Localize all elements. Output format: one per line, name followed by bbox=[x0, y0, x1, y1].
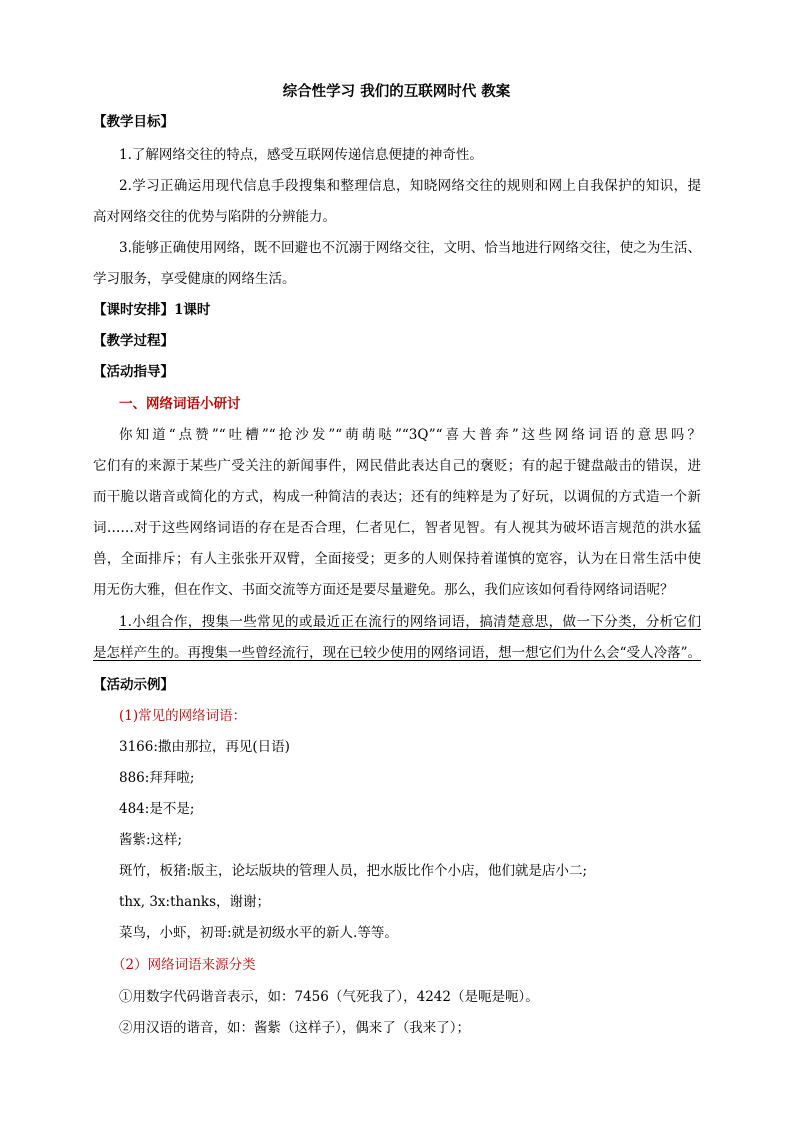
paragraph-line-6: 用无伤大雅，但在作文、书面交流等方面还是要尽量避免。那么，我们应该如何看待网络词语呢？ bbox=[93, 582, 674, 598]
goal-item-3-line-2: 学习服务，享受健康的网络生活。 bbox=[93, 271, 296, 287]
paragraph-line-5: 兽，全面排斥；有人主张张开双臂，全面接受；更多的人则保持着谨慎的宽容，认为在日常生活中使 bbox=[93, 551, 701, 567]
word-entry: 菜鸟，小虾，初哥:就是初级水平的新人.等等。 bbox=[119, 925, 398, 941]
section-heading-process: 【教学过程】 bbox=[93, 333, 174, 349]
section-heading-goals: 【教学目标】 bbox=[93, 114, 174, 130]
subsection-heading-vocab: 一、网络词语小研讨 bbox=[119, 396, 241, 412]
source-item-2: ②用汉语的谐音，如：酱紫（这样子），偶来了（我来了）； bbox=[119, 1020, 470, 1036]
goal-item-2-line-1: 2.学习正确运用现代信息手段搜集和整理信息，知晓网络交往的规则和网上自我保护的知识，提 bbox=[119, 178, 701, 194]
paragraph-line-2: 它们有的来源于某些广受关注的新闻事件，网民借此表达自己的褒贬；有的起于键盘敲击的错误，进 bbox=[93, 458, 701, 474]
paragraph-line-3: 而干脆以谐音或简化的方式，构成一种简洁的表达；还有的纯粹是为了好玩，以调侃的方式造一个新 bbox=[93, 489, 701, 505]
source-item-1: ①用数字代码谐音表示，如：7456（气死我了），4242（是呃是呃）。 bbox=[119, 989, 539, 1005]
word-entry: 3166:撒由那拉，再见(日语) bbox=[119, 739, 290, 755]
task-instruction-line-1: 1.小组合作，搜集一些常见的或最近正在流行的网络词语，搞清楚意思，做一下分类，分析它们 bbox=[119, 614, 701, 630]
section-heading-schedule: 【课时安排】1课时 bbox=[93, 302, 211, 318]
word-entry: 886:拜拜啦; bbox=[119, 770, 195, 786]
goal-item-3-line-1: 3.能够正确使用网络，既不回避也不沉溺于网络交往，文明、恰当地进行网络交往，使之为生活、 bbox=[119, 240, 701, 256]
common-words-heading: (1)常见的网络词语： bbox=[119, 708, 247, 724]
word-entry: 斑竹，板猪:版主，论坛版块的管理人员，把水版比作个小店，他们就是店小二; bbox=[119, 863, 588, 879]
goal-item-2-line-2: 高对网络交往的优势与陷阱的分辨能力。 bbox=[93, 209, 336, 225]
section-heading-guide: 【活动指导】 bbox=[93, 364, 174, 380]
goal-item-1: 1.了解网络交往的特点，感受互联网传递信息便捷的神奇性。 bbox=[119, 147, 483, 163]
document-title: 综合性学习 我们的互联网时代 教案 bbox=[282, 83, 511, 100]
task-instruction-line-2: 是怎样产生的。再搜集一些曾经流行，现在已较少使用的网络词语，想一想它们为什么会“受人冷落”。 bbox=[93, 645, 701, 661]
paragraph-line-4: 词……对于这些网络词语的存在是否合理，仁者见仁，智者见智。有人视其为破坏语言规范的洪水猛 bbox=[93, 520, 701, 536]
word-entry: 酱紫:这样; bbox=[119, 832, 183, 848]
word-entry: thx, 3x:thanks，谢谢； bbox=[119, 894, 271, 910]
word-entry: 484:是不是; bbox=[119, 801, 195, 817]
source-categories-heading: （2）网络词语来源分类 bbox=[112, 957, 256, 973]
paragraph-line-1: 你知道“点赞”“吐槽”“抢沙发”“萌萌哒”“3Q”“喜大普奔”这些网络词语的意思吗？ bbox=[119, 427, 701, 443]
section-heading-example: 【活动示例】 bbox=[93, 677, 174, 693]
